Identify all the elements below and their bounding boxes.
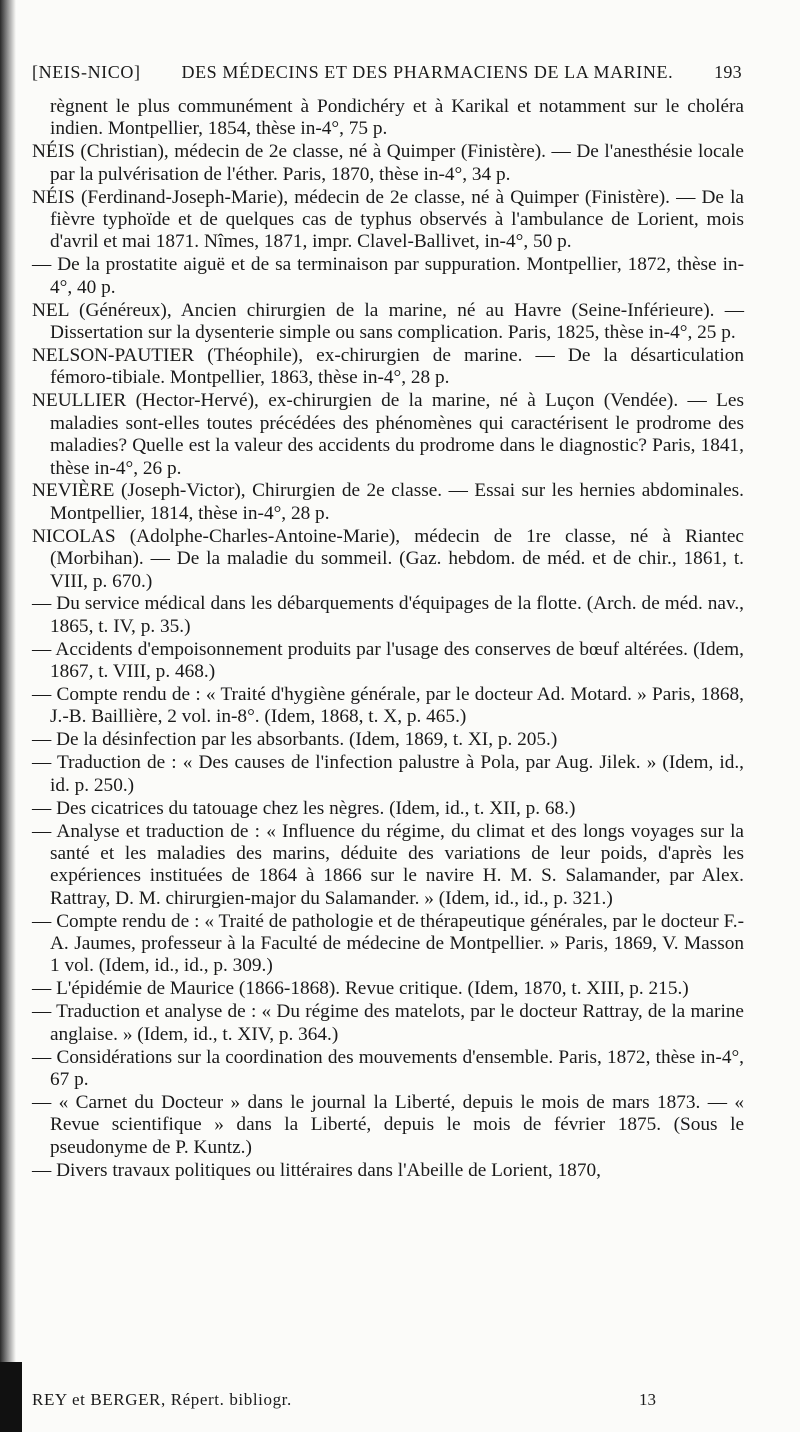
- bibliography-entry: — Des cicatrices du tatouage chez les nègres. (Idem, id., t. XII, p. 68.): [32, 797, 576, 819]
- bibliography-body: [32, 96, 744, 1183]
- page-footer: [32, 1390, 744, 1416]
- bibliography-entry: NEL (Généreux), Ancien chirurgien de la marine, né au Havre (Seine-Inférieure). — Dissertation sur la dysenterie simple ou sans complication. Paris, 1825, thèse in-4°, 25 p.: [32, 299, 744, 344]
- bibliography-entry: NÉIS (Christian), médecin de 2e classe, né à Quimper (Finistère). — De l'anesthésie locale par la pulvérisation de l'éther. Paris, 1870, thèse in-4°, 34 p.: [32, 141, 744, 185]
- bibliography-entry: — Traduction de : « Des causes de l'infection palustre à Pola, par Aug. Jilek. » (Idem, id., id. p. 250.): [32, 752, 744, 796]
- bibliography-entry: — Compte rendu de : « Traité d'hygiène générale, par le docteur Ad. Motard. » Paris, 1868, J.-B. Baillière, 2 vol. in-8°. (Idem, 1868, t. X, p. 465.): [32, 684, 744, 728]
- bibliography-entry: — Considérations sur la coordination des mouvements d'ensemble. Paris, 1872, thèse in-4°, 67 p.: [32, 1046, 744, 1090]
- bibliography-entry: NÉIS (Ferdinand-Joseph-Marie), médecin de 2e classe, né à Quimper (Finistère). — De la fièvre typhoïde et de quelques cas de typhus observés à l'ambulance de Lorient, mois d'avril et mai 1871. Nîmes, 1871, impr. Clavel-Ballivet, in-4°, 50 p.: [32, 186, 744, 253]
- page-edge-shadow: [0, 0, 16, 1432]
- footer-source: REY et BERGER, Répert. bibliogr.: [32, 1390, 292, 1409]
- bibliography-entry: — De la désinfection par les absorbants. (Idem, 1869, t. XI, p. 205.): [32, 729, 558, 751]
- header-range: [NEIS-NICO]: [32, 62, 141, 82]
- header-title: DES MÉDECINS ET DES PHARMACIENS DE LA MARINE.: [181, 62, 674, 82]
- bibliography-entry: — Compte rendu de : « Traité de pathologie et de thérapeutique générales, par le docteur F.-A. Jaumes, professeur à la Faculté de médecine de Montpellier. » Paris, 1869, V. Masson 1 vol. (Idem, id., id., p. 309.): [32, 910, 744, 977]
- bibliography-entry: NEULLIER (Hector-Hervé), ex-chirurgien de la marine, né à Luçon (Vendée). — Les maladies sont-elles toutes précédées des phénomènes qui caractérisent le prodrome des maladies? Quelle est la valeur des accidents du prodrome dans le diagnostic? Paris, 1841, thèse in-4°, 26 p.: [32, 390, 744, 479]
- bibliography-entry: — Du service médical dans les débarquements d'équipages de la flotte. (Arch. de méd. nav., 1865, t. IV, p. 35.): [32, 593, 744, 637]
- bibliography-entry: — Traduction et analyse de : « Du régime des matelots, par le docteur Rattray, de la marine anglaise. » (Idem, id., t. XIV, p. 364.): [32, 1001, 744, 1045]
- bibliography-entry: — De la prostatite aiguë et de sa terminaison par suppuration. Montpellier, 1872, thèse in-4°, 40 p.: [32, 254, 744, 298]
- bibliography-entry: NICOLAS (Adolphe-Charles-Antoine-Marie), médecin de 1re classe, né à Riantec (Morbihan). — De la maladie du sommeil. (Gaz. hebdom. de méd. et de chir., 1861, t. VIII, p. 670.): [32, 525, 744, 592]
- bibliography-entry: NELSON-PAUTIER (Théophile), ex-chirurgien de marine. — De la désarticulation fémoro-tibiale. Montpellier, 1863, thèse in-4°, 28 p.: [32, 344, 744, 389]
- bibliography-entry: NEVIÈRE (Joseph-Victor), Chirurgien de 2e classe. — Essai sur les hernies abdominales. Montpellier, 1814, thèse in-4°, 28 p.: [32, 480, 744, 524]
- bibliography-entry: — Analyse et traduction de : « Influence du régime, du climat et des longs voyages sur la santé et les maladies des marins, déduite des variations de leur poids, d'après les expériences instituées de 1864 à 1866 sur le navire H. M. S. Salamander, par Alex. Rattray, D. M. chirurgien-major du Salamander. » (Idem, id., id., p. 321.): [32, 820, 744, 909]
- page-number: 193: [714, 62, 742, 82]
- bibliography-entry: — L'épidémie de Maurice (1866-1868). Revue critique. (Idem, 1870, t. XIII, p. 215.): [32, 978, 689, 1000]
- running-head: [32, 62, 742, 88]
- bibliography-entry: — Accidents d'empoisonnement produits par l'usage des conserves de bœuf altérées. (Idem, 1867, t. VIII, p. 468.): [32, 638, 744, 683]
- page-corner-shadow: [0, 1362, 22, 1432]
- entry-continuation: règnent le plus communément à Pondichéry et à Karikal et notamment sur le choléra indien. Montpellier, 1854, thèse in-4°, 75 p.: [50, 96, 744, 140]
- bibliography-entry: — « Carnet du Docteur » dans le journal la Liberté, depuis le mois de mars 1873. — « Revue scientifique » dans la Liberté, depuis le mois de février 1875. (Sous le pseudonyme de P. Kuntz.): [32, 1091, 744, 1158]
- signature-mark: 13: [639, 1390, 656, 1409]
- bibliography-entry: — Divers travaux politiques ou littéraires dans l'Abeille de Lorient, 1870,: [32, 1159, 601, 1181]
